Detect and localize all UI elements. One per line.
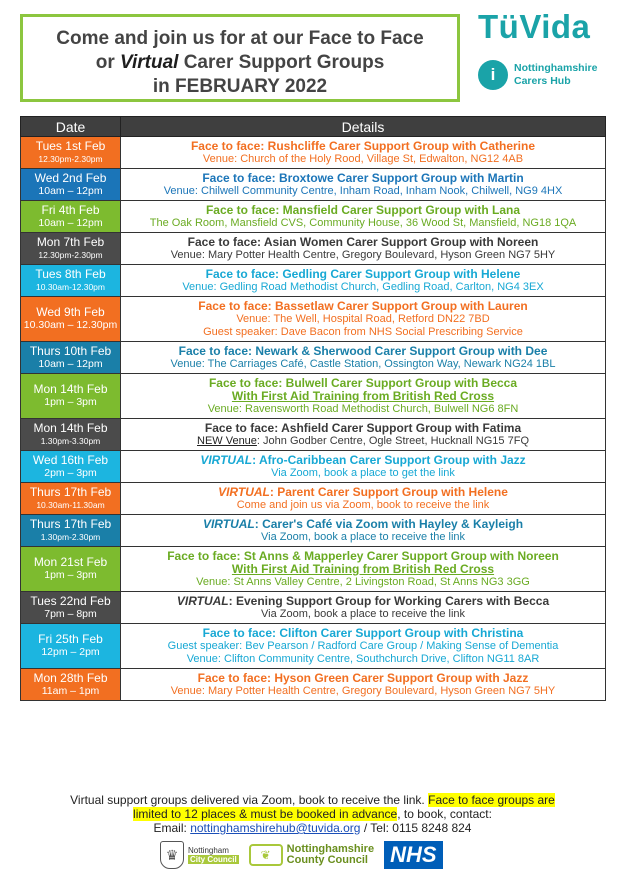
- event-title: [124, 453, 602, 467]
- date-text: Wed 2nd Feb: [34, 170, 107, 185]
- title-line-2-post: Carer Support Groups: [178, 52, 385, 73]
- time-text: 1pm – 3pm: [44, 569, 97, 581]
- title-virtual-word: Virtual: [120, 52, 179, 73]
- date-cell: [21, 451, 121, 483]
- time-text: 10am – 12pm: [38, 184, 103, 197]
- line-text: Face to face: Bassetlaw Carer Support Group with Lauren: [198, 299, 528, 313]
- county-council-logo: [249, 844, 374, 866]
- virtual-label: VIRTUAL: [202, 517, 255, 531]
- date-cell: [21, 169, 121, 201]
- date-cell: [21, 483, 121, 515]
- table-row: [21, 297, 606, 342]
- line-text: Venue: Ravensworth Road Methodist Church, Bulwell NG6 8FN: [207, 403, 519, 415]
- time-text: 1.30pm-2.30pm: [40, 531, 101, 542]
- brand-block: [478, 8, 613, 90]
- date-cell: [21, 515, 121, 547]
- city-line-2: City Council: [190, 855, 237, 864]
- new-venue-label: NEW Venue: [197, 435, 257, 447]
- line-text: Venue: Mary Potter Health Centre, Gregory Boulevard, Hyson Green NG7 5HY: [170, 685, 556, 697]
- date-text: Fri 4th Feb: [41, 202, 100, 217]
- time-text: 1pm – 3pm: [44, 396, 97, 408]
- time-text: 12pm – 2pm: [41, 646, 100, 658]
- event-detail: [124, 403, 602, 416]
- hub-line-1: Nottinghamshire: [514, 62, 598, 74]
- line-text: Via Zoom, book a place to receive the link: [260, 608, 466, 620]
- time-text: 10am – 12pm: [38, 216, 103, 229]
- table-row: [21, 169, 606, 201]
- header-date: Date: [21, 117, 121, 137]
- crest-icon: ♛: [160, 841, 184, 869]
- details-cell: [121, 342, 606, 374]
- event-title: [124, 171, 602, 185]
- date-text: Mon 21st Feb: [33, 555, 108, 569]
- date-text: Wed 9th Feb: [36, 305, 105, 319]
- details-cell: [121, 669, 606, 701]
- date-cell: [21, 624, 121, 669]
- date-cell: [21, 265, 121, 297]
- time-text: 10.30am-12.30pm: [36, 281, 105, 292]
- event-detail: [124, 435, 602, 448]
- email-link[interactable]: nottinghamshirehub@tuvida.org: [190, 821, 361, 835]
- event-detail: [124, 153, 602, 166]
- line-text: Face to face: Bulwell Carer Support Group with Becca: [208, 376, 518, 390]
- date-cell: [21, 342, 121, 374]
- footer-text-1: Virtual support groups delivered via Zoom, book to receive the link.: [70, 793, 425, 807]
- table-row: [21, 201, 606, 233]
- city-line-1: Nottingham: [188, 846, 229, 855]
- date-text: Mon 7th Feb: [36, 234, 105, 249]
- time-text: 10am – 12pm: [38, 357, 103, 370]
- line-text: Venue: St Anns Valley Centre, 2 Livingston Road, St Anns NG3 3GG: [196, 576, 530, 588]
- date-cell: [21, 201, 121, 233]
- event-detail: [124, 608, 602, 621]
- line-text: Guest speaker: Dave Bacon from NHS Social Prescribing Service: [203, 326, 523, 338]
- date-text: Tues 8th Feb: [35, 266, 106, 281]
- event-detail: [124, 653, 602, 666]
- event-title: [124, 235, 602, 249]
- table-row: [21, 669, 606, 701]
- nhs-logo: NHS: [384, 841, 442, 869]
- event-title: [124, 376, 602, 390]
- date-text: Wed 16th Feb: [32, 452, 109, 467]
- event-title: [124, 671, 602, 685]
- event-detail: [124, 576, 602, 589]
- details-cell: [121, 515, 606, 547]
- event-detail: [124, 499, 602, 512]
- city-council-logo: [160, 841, 239, 869]
- table-row: [21, 374, 606, 419]
- time-text: 11am – 1pm: [41, 684, 100, 697]
- title-line-2: [23, 51, 457, 75]
- date-text: Mon 28th Feb: [33, 670, 108, 685]
- line-text: Venue: Mary Potter Health Centre, Gregory Boulevard, Hyson Green NG7 5HY: [170, 249, 556, 261]
- line-text: With First Aid Training from British Red Cross: [231, 562, 495, 576]
- table-row: [21, 419, 606, 451]
- line-text: Face to face: Mansfield Carer Support Group with Lana: [205, 203, 521, 217]
- time-text: 12.30pm-2.30pm: [38, 153, 103, 164]
- date-text: Tues 1st Feb: [35, 138, 106, 153]
- footer-line-2: [20, 807, 605, 821]
- details-cell: [121, 297, 606, 342]
- table-row: [21, 547, 606, 592]
- date-cell: [21, 419, 121, 451]
- line-text: Venue: Gedling Road Methodist Church, Gedling Road, Carlton, NG4 3EX: [182, 281, 544, 293]
- line-text: Venue: The Carriages Café, Castle Station, Ossington Way, Newark NG24 1BL: [170, 358, 556, 370]
- line-text: Face to face: Newark & Sherwood Carer Support Group with Dee: [178, 344, 548, 358]
- time-text: 12.30pm-2.30pm: [38, 249, 103, 260]
- virtual-label: VIRTUAL: [200, 453, 253, 467]
- event-title: [124, 139, 602, 153]
- event-detail: [124, 390, 602, 403]
- line-text: Venue: Clifton Community Centre, Southchurch Drive, Clifton NG11 8AR: [186, 653, 540, 665]
- date-cell: [21, 374, 121, 419]
- time-text: 10.30am – 12.30pm: [23, 319, 118, 331]
- line-text: The Oak Room, Mansfield CVS, Community House, 36 Wood St, Mansfield, NG18 1QA: [149, 217, 577, 229]
- details-cell: [121, 483, 606, 515]
- line-text: With First Aid Training from British Red Cross: [231, 389, 495, 403]
- date-cell: [21, 669, 121, 701]
- county-line-1: Nottinghamshire: [286, 843, 375, 855]
- event-title: [124, 344, 602, 358]
- details-cell: [121, 201, 606, 233]
- footer-line-3: [20, 821, 605, 835]
- line-text: : Afro-Caribbean Carer Support Group with Jazz: [252, 453, 526, 467]
- time-text: 2pm – 3pm: [44, 466, 97, 479]
- event-detail: [124, 281, 602, 294]
- time-text: 1.30pm-3.30pm: [40, 435, 101, 446]
- line-text: : Parent Carer Support Group with Helene: [269, 485, 508, 499]
- virtual-label: VIRTUAL: [176, 594, 229, 608]
- details-cell: [121, 233, 606, 265]
- line-text: Venue: Chilwell Community Centre, Inham Road, Inham Nook, Chilwell, NG9 4HX: [163, 185, 563, 197]
- details-cell: [121, 547, 606, 592]
- line-text: : John Godber Centre, Ogle Street, Hucknall NG15 7FQ: [256, 435, 529, 447]
- date-text: Mon 14th Feb: [33, 420, 108, 435]
- line-text: Guest speaker: Bev Pearson / Radford Care Group / Making Sense of Dementia: [167, 640, 559, 652]
- event-title: [124, 203, 602, 217]
- date-text: Tues 22nd Feb: [30, 593, 111, 608]
- details-cell: [121, 137, 606, 169]
- event-title: [124, 549, 602, 563]
- details-cell: [121, 374, 606, 419]
- schedule-table: [20, 116, 606, 701]
- line-text: Venue: The Well, Hospital Road, Retford DN22 7BD: [236, 313, 490, 325]
- table-row: [21, 483, 606, 515]
- line-text: Come and join us via Zoom, book to receive the link: [236, 499, 490, 511]
- line-text: Face to face: Broxtowe Carer Support Group with Martin: [202, 171, 524, 185]
- date-cell: [21, 297, 121, 342]
- footer: [20, 793, 605, 835]
- date-cell: [21, 137, 121, 169]
- line-text: Face to face: Clifton Carer Support Group with Christina: [202, 626, 524, 640]
- date-cell: [21, 592, 121, 624]
- line-text: : Carer's Café via Zoom with Hayley & Kayleigh: [254, 517, 524, 531]
- line-text: Face to face: Rushcliffe Carer Support Group with Catherine: [190, 139, 536, 153]
- title-line-1: Come and join us for at our Face to Face: [56, 28, 424, 49]
- event-title: [124, 485, 602, 499]
- tuvida-logo: TüVida: [478, 8, 591, 45]
- table-row: [21, 515, 606, 547]
- event-detail: [124, 249, 602, 262]
- footer-highlight-1: Face to face groups are: [428, 793, 555, 807]
- table-row: [21, 233, 606, 265]
- details-cell: [121, 169, 606, 201]
- event-title: [124, 421, 602, 435]
- details-cell: [121, 624, 606, 669]
- footer-text-2: , to book, contact:: [397, 807, 492, 821]
- event-title: [124, 517, 602, 531]
- event-detail: [124, 185, 602, 198]
- date-cell: [21, 547, 121, 592]
- table-row: [21, 265, 606, 297]
- details-cell: [121, 419, 606, 451]
- event-title: [124, 299, 602, 313]
- event-detail: [124, 217, 602, 230]
- phone-text: / Tel: 0115 8248 824: [363, 821, 472, 835]
- event-detail: [124, 531, 602, 544]
- line-text: Face to face: Gedling Carer Support Group with Helene: [205, 267, 521, 281]
- date-text: Mon 14th Feb: [33, 382, 108, 396]
- date-cell: [21, 233, 121, 265]
- title-line-3: in FEBRUARY 2022: [152, 76, 328, 97]
- title-box: [20, 14, 460, 102]
- title-line-2-pre: or: [95, 52, 120, 73]
- date-text: Thurs 17th Feb: [29, 484, 112, 499]
- date-text: Fri 25th Feb: [38, 632, 103, 646]
- hub-line-2: Carers Hub: [514, 75, 571, 87]
- event-detail: [124, 326, 602, 339]
- footer-line-1: [20, 793, 605, 807]
- line-text: Venue: Church of the Holy Rood, Village St, Edwalton, NG12 4AB: [202, 153, 524, 165]
- date-text: Thurs 10th Feb: [29, 343, 112, 358]
- event-detail: [124, 685, 602, 698]
- county-hands-icon: ❦: [249, 844, 283, 866]
- date-text: Thurs 17th Feb: [29, 516, 112, 531]
- details-cell: [121, 451, 606, 483]
- details-cell: [121, 592, 606, 624]
- virtual-label: VIRTUAL: [218, 485, 270, 499]
- info-icon: i: [478, 60, 508, 90]
- line-text: Via Zoom, book a place to receive the link: [260, 531, 466, 543]
- table-row: [21, 592, 606, 624]
- details-cell: [121, 265, 606, 297]
- line-text: Face to face: Asian Women Carer Support Group with Noreen: [187, 235, 539, 249]
- table-row: [21, 451, 606, 483]
- time-text: 10.30am-11.30am: [36, 499, 105, 510]
- event-title: [124, 626, 602, 640]
- event-detail: [124, 358, 602, 371]
- email-label: Email:: [153, 821, 187, 835]
- header-details: Details: [121, 117, 606, 137]
- line-text: Face to face: St Anns & Mapperley Carer Support Group with Noreen: [167, 549, 559, 563]
- line-text: : Evening Support Group for Working Carers with Becca: [228, 594, 550, 608]
- footer-highlight-2: limited to 12 places & must be booked in advance: [133, 807, 398, 821]
- line-text: Face to face: Hyson Green Carer Support Group with Jazz: [197, 671, 529, 685]
- event-title: [124, 267, 602, 281]
- event-detail: [124, 563, 602, 576]
- line-text: Face to face: Ashfield Carer Support Group with Fatima: [204, 421, 522, 435]
- table-row: [21, 137, 606, 169]
- carers-hub-logo: [478, 60, 613, 90]
- partner-logos: [160, 840, 470, 870]
- time-text: 7pm – 8pm: [44, 607, 97, 620]
- event-title: [124, 594, 602, 608]
- event-detail: [124, 640, 602, 653]
- table-row: [21, 342, 606, 374]
- line-text: Via Zoom, book a place to get the link: [271, 467, 455, 479]
- county-line-2: County Council: [286, 854, 368, 866]
- event-detail: [124, 313, 602, 326]
- table-row: [21, 624, 606, 669]
- event-detail: [124, 467, 602, 480]
